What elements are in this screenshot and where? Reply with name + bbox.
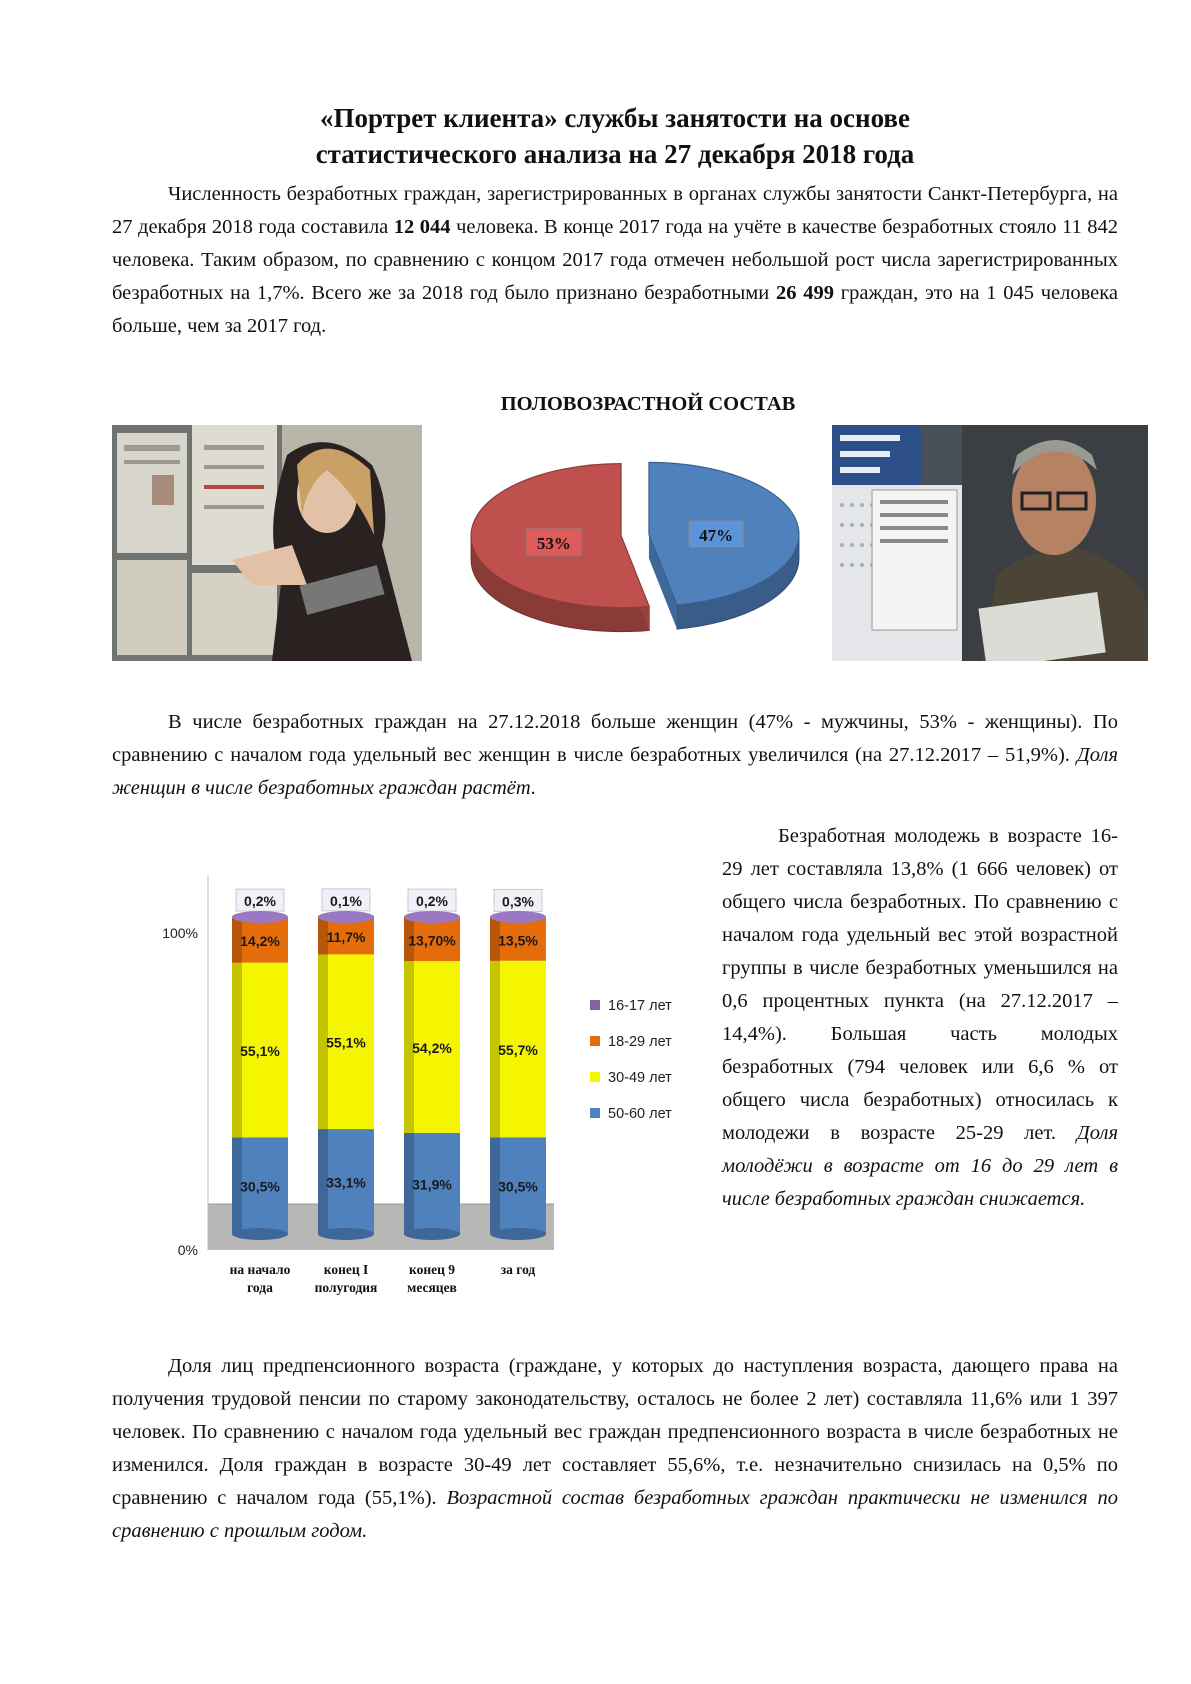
youth-text: Безработная молодежь в возрасте 16-29 лет составляла 13,8% (1 666 человек) от общего числа безработных. По сравнению с началом года удельный вес этой возрастной группы в числе безработных уменьшился на 0,6 процентных пункта (на 27.12.2017 – 14,4%). Большая часть молодых безработных (794 человек или 6,6 % от общего числа безработных) относилась к молодежи в возрасте 25-29 лет.: [722, 825, 1118, 1144]
title-line-1: «Портрет клиента» службы занятости на основе: [320, 103, 910, 133]
pie-slice-0: [471, 464, 649, 632]
bar-label-1-3: 0,1%: [330, 892, 362, 909]
gender-text: В числе безработных граждан на 27.12.2018 больше женщин (47% - мужчины, 53% - женщины). По сравнению с началом года удельный вес женщин в числе безработных увеличился (на 27.12.2017 – 51,9%).: [112, 711, 1118, 766]
pie-label-0: 53%: [536, 534, 571, 554]
legend-swatch-0: [590, 1000, 600, 1010]
bar-stack-2: [404, 889, 460, 1240]
prepension-paragraph: [112, 1350, 1118, 1548]
x-tick-label-1-0: конец I: [323, 1262, 369, 1277]
x-tick-label-0-0: на начало: [229, 1262, 291, 1277]
y-tick-label-1: 100%: [162, 925, 198, 941]
intro-bold-count: 12 044: [393, 216, 451, 238]
man-reading-paper-photo: [832, 425, 1148, 661]
bar-stack-1: [318, 889, 374, 1240]
prepension-conclusion: Возрастной состав безработных граждан практически не изменился по сравнению с прошлым годом.: [112, 1487, 1118, 1542]
legend-swatch-1: [590, 1036, 600, 1046]
bar-label-0-2: 14,2%: [240, 933, 280, 950]
bar-cap-2: [404, 911, 460, 923]
legend-swatch-3: [590, 1108, 600, 1118]
x-tick-label-1-1: полугодия: [314, 1280, 378, 1295]
bar-base-2: [404, 1228, 460, 1240]
legend-label-2: 30-49 лет: [608, 1070, 672, 1086]
bar-base-3: [490, 1228, 546, 1240]
legend-label-0: 16-17 лет: [608, 998, 672, 1014]
y-tick-label-0: 0%: [177, 1242, 198, 1258]
bar-label-3-2: 13,5%: [498, 932, 538, 949]
bar-label-3-1: 55,7%: [498, 1042, 538, 1059]
bar-cap-0: [232, 911, 288, 923]
bar-label-2-1: 54,2%: [412, 1039, 452, 1056]
bar-label-3-0: 30,5%: [498, 1178, 538, 1195]
gender-paragraph: [112, 706, 1118, 805]
youth-paragraph: [722, 820, 1118, 1216]
prepension-text: Доля лиц предпенсионного возраста (граждане, у которых до наступления возраста, дающего права на получения трудовой пенсии по старому законодательству, осталось не более 2 лет) составляла 11,6% или 1 397 человек. По сравнению с началом года удельный вес граждан предпенсионного возраста в числе безработных не изменился. Доля граждан в возрасте 30-49 лет составляет 55,6%, т.е. незначительно снизилась на 0,5% по сравнению с началом года (55,1%).: [112, 1355, 1118, 1509]
bar-label-0-3: 0,2%: [244, 893, 276, 910]
legend-label-3: 50-60 лет: [608, 1106, 672, 1122]
x-tick-label-3-0: за год: [500, 1262, 536, 1277]
intro-text-3: граждан, это на 1 045 человека больше, чем за 2017 год.: [112, 282, 1119, 337]
intro-text-1: Численность безработных граждан, зарегистрированных в органах службы занятости Санкт-Петербурга, на 27 декабря 2018 года составила: [112, 183, 1118, 238]
legend-swatch-2: [590, 1072, 600, 1082]
bar-base-1: [318, 1228, 374, 1240]
bar-label-2-3: 0,2%: [416, 893, 448, 910]
x-tick-label-0-1: года: [247, 1280, 273, 1295]
pie-label-1: 47%: [699, 525, 734, 545]
section-heading: ПОЛОВОЗРАСТНОЙ СОСТАВ: [500, 393, 796, 415]
gender-pie-chart: [455, 455, 815, 655]
bar-label-0-1: 55,1%: [240, 1042, 280, 1059]
bar-label-2-2: 13,70%: [408, 932, 456, 949]
intro-paragraph: [112, 178, 1118, 343]
age-stacked-bar-chart: [112, 855, 712, 1295]
bar-cap-1: [318, 911, 374, 923]
legend-label-1: 18-29 лет: [608, 1034, 672, 1050]
bar-cap-3: [490, 911, 546, 923]
bar-base-0: [232, 1228, 288, 1240]
document-title: [110, 100, 1120, 172]
x-tick-label-2-1: месяцев: [407, 1280, 457, 1295]
bar-label-2-0: 31,9%: [412, 1176, 452, 1193]
bar-stack-0: [232, 889, 288, 1240]
gender-conclusion: Доля женщин в числе безработных граждан растёт.: [112, 744, 1118, 799]
youth-conclusion: Доля молодёжи в возрасте от 16 до 29 лет в числе безработных граждан снижается.: [722, 1122, 1118, 1210]
bar-stack-3: [490, 889, 546, 1240]
chart-legend: [590, 998, 672, 1122]
woman-reading-job-board-photo: [112, 425, 422, 661]
intro-text-2: человека. В конце 2017 года на учёте в качестве безработных стояло 11 842 человека. Таким образом, по сравнению с концом 2017 года отмечен небольшой рост числа зарегистрированных безработных на 1,7%. Всего же за 2018 год было признано безработными: [112, 216, 1119, 304]
bar-label-1-0: 33,1%: [326, 1174, 366, 1191]
x-tick-label-2-0: конец 9: [408, 1262, 456, 1277]
bar-label-3-3: 0,3%: [502, 893, 534, 910]
title-line-2: статистического анализа на 27 декабря 2018 года: [315, 139, 915, 169]
bar-label-1-2: 11,7%: [326, 928, 366, 945]
bar-label-1-1: 55,1%: [326, 1034, 366, 1051]
pie-slice-1: [649, 462, 799, 629]
intro-bold-total: 26 499: [775, 282, 834, 304]
bar-label-0-0: 30,5%: [240, 1178, 280, 1195]
